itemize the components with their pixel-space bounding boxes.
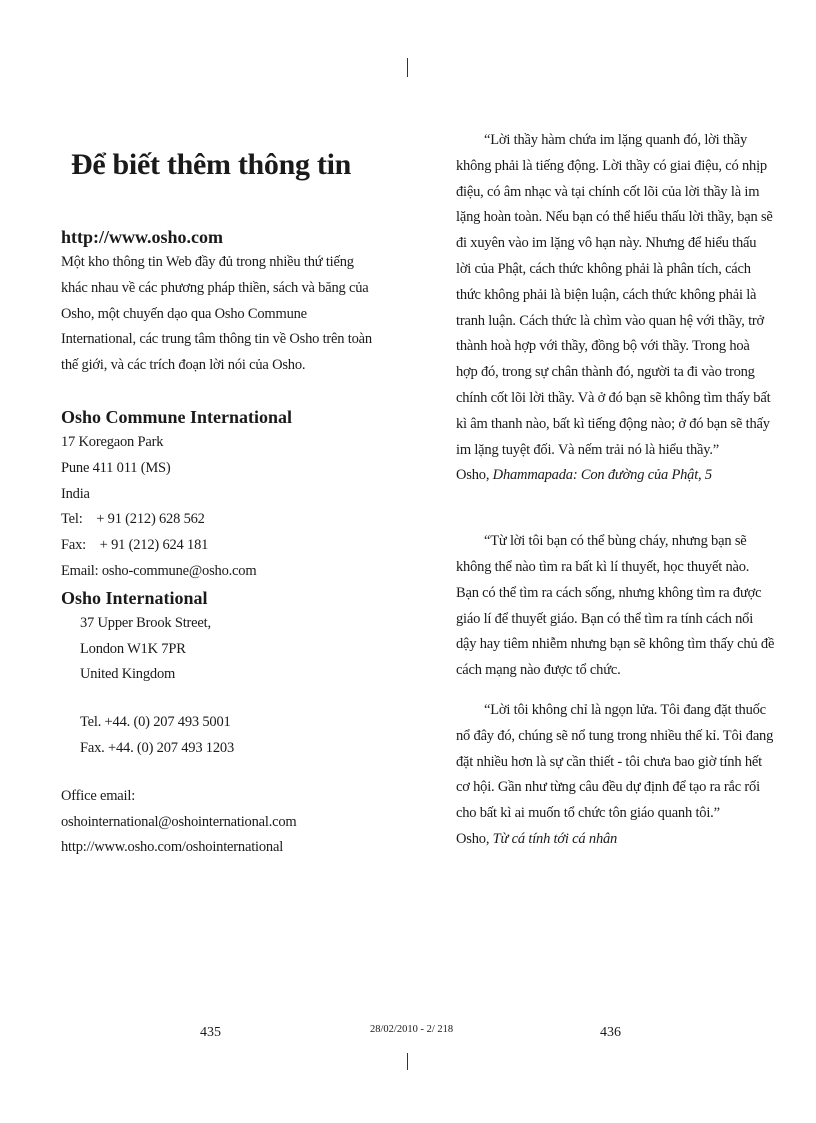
office-email: oshointernational@oshointernational.com <box>61 813 297 830</box>
quote-line: nổ đây đó, chúng sẽ nổ tung trong nhiều thế kỉ. Tôi đang <box>456 727 774 744</box>
quote-line: thức không phải là biện luận, cách thức không phải là <box>456 286 757 303</box>
citation-author: Osho, <box>456 830 493 847</box>
quote-line: kì âm thanh nào, bất kì tiếng động nào; ở đó bạn sẽ thấy <box>456 415 770 432</box>
address-line: Pune 411 011 (MS) <box>61 459 171 476</box>
print-stamp: 28/02/2010 - 2/ 218 <box>370 1024 454 1035</box>
quote-fire <box>456 698 774 827</box>
quote-line: thành hoà hợp với thầy, đồng bộ với thầy. Trong hoà <box>456 338 750 355</box>
text-line: Một kho thông tin Web đầy đủ trong nhiều thứ tiếng <box>61 254 354 270</box>
address-line: 17 Koregaon Park <box>61 433 164 450</box>
international-phones <box>61 710 361 762</box>
email-line: Email: osho-commune@osho.com <box>61 562 257 579</box>
citation-dhammapada <box>456 463 754 489</box>
quote-line: cơ hội. Gần như từng câu đều dự định để tạo ra rắc rối <box>456 779 760 796</box>
quote-line: cho bất kì ai muốn tổ chức tôn giáo quanh tôi.” <box>456 805 720 822</box>
office-email-label: Office email: <box>61 787 136 804</box>
right-page <box>456 128 775 853</box>
office-contact <box>61 784 361 861</box>
address-line: United Kingdom <box>80 666 176 683</box>
quote-line: tranh luận. Cách thức là chìm vào quan hệ với thầy, trở <box>456 312 765 329</box>
quote-line: đặt nhiều hơn là sự cần thiết - tôi chưa bao giờ tính hết <box>456 753 762 770</box>
page-number-left: 435 <box>200 1025 221 1040</box>
address-line: India <box>61 485 90 502</box>
phone-line: Tel. +44. (0) 207 493 5001 <box>80 714 231 731</box>
quote-line: cách mạng nào được tổ chức. <box>456 662 621 679</box>
citation-work: Từ cá tính tới cá nhân <box>492 830 618 847</box>
commune-heading: Osho Commune International <box>61 406 293 427</box>
website-description <box>61 250 372 379</box>
left-page <box>61 148 372 861</box>
quote-line: lặng hoàn toàn. Nếu bạn có thể hiểu thấu lời thầy, bạn sẽ <box>456 209 773 226</box>
crop-mark-bottom <box>407 1053 408 1070</box>
quote-dhammapada <box>456 128 773 463</box>
page-title: Để biết thêm thông tin <box>70 148 352 181</box>
quote-line: không thể nào tìm ra bất kì lí thuyết, học thuyết nào. <box>456 558 750 575</box>
quote-line: đi xuyên vào im lặng vô hạn này. Nhưng để hiểu thấu <box>456 235 757 252</box>
citation-individual <box>456 827 754 853</box>
quote-line: “Từ lời tôi bạn có thể bùng cháy, nhưng bạn sẽ <box>484 533 747 550</box>
page-number-right: 436 <box>600 1025 621 1040</box>
quote-line: hợp đó, trong sự chân thành đó, người ta đi vào trong <box>456 364 755 381</box>
text-line: khác nhau về các phương pháp thiền, sách và băng của <box>61 279 369 296</box>
address-line: London W1K 7PR <box>80 640 186 657</box>
citation-author: Osho, <box>456 467 493 484</box>
international-heading: Osho International <box>61 587 208 608</box>
quote-line: không phải là tiếng động. Lời thầy có giai điệu, có nhịp <box>456 157 767 174</box>
text-line: thế giới, và các trích đoạn lời nói của Osho. <box>61 357 306 374</box>
office-website: http://www.osho.com/oshointernational <box>61 839 284 856</box>
text-line: International, các trung tâm thông tin về Osho trên toàn <box>61 331 372 348</box>
quote-line: dậy hay tiêm nhiễm nhưng bạn sẽ không tìm thấy chủ đề <box>456 636 775 653</box>
crop-mark-top <box>407 58 408 77</box>
international-address <box>61 611 361 688</box>
quote-line: Bạn có thể tìm ra cách sống, nhưng không tìm ra được <box>456 584 762 601</box>
quote-line: giáo lí để thuyết giáo. Bạn có thể tìm ra tính cách nổi <box>456 610 754 627</box>
address-line: 37 Upper Brook Street, <box>80 614 211 631</box>
citation-work: Dhammapada: Con đường của Phật, 5 <box>492 467 712 484</box>
quote-line: “Lời tôi không chỉ là ngọn lửa. Tôi đang đặt thuốc <box>484 701 766 718</box>
fax-line: Fax: + 91 (212) 624 181 <box>61 537 209 554</box>
quote-line: lời của Phật, cách thức không phải là phân tích, cách <box>456 260 751 277</box>
fax-line: Fax. +44. (0) 207 493 1203 <box>80 739 235 756</box>
quote-line: im lặng tuyệt đối. Và nếm trải nó là hiểu thầy.” <box>456 441 720 458</box>
quote-line: “Lời thầy hàm chứa im lặng quanh đó, lời thầy <box>484 132 748 148</box>
website-heading: http://www.osho.com <box>61 227 224 247</box>
quote-line: điệu, có âm nhạc và tại chính cốt lõi của lời thầy là im <box>456 183 760 200</box>
quote-burn <box>456 529 775 684</box>
commune-address <box>61 430 361 585</box>
quote-line: chính cốt lõi lời thầy. Và ở đó bạn sẽ không tìm thấy bất <box>456 389 771 406</box>
phone-line: Tel: + 91 (212) 628 562 <box>61 511 205 528</box>
text-line: Osho, một chuyến dạo qua Osho Commune <box>61 305 307 322</box>
